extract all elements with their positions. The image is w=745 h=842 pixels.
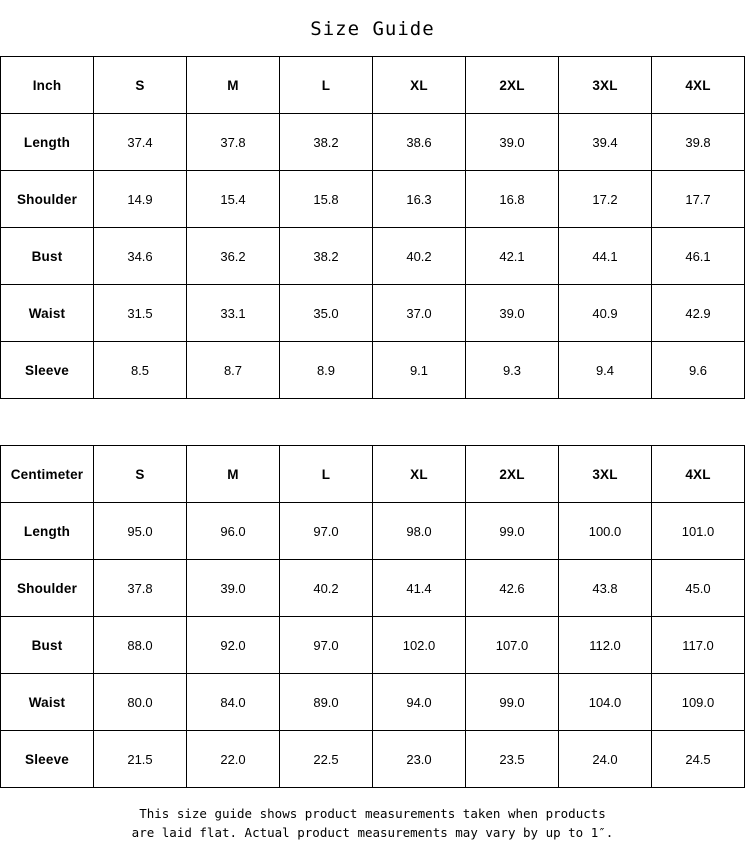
table-row [1, 617, 745, 674]
column-header-2xl: 2XL [466, 446, 559, 503]
table-row [1, 503, 745, 560]
cell-value: 84.0 [187, 674, 280, 731]
cell-value: 37.8 [187, 114, 280, 171]
cell-value: 35.0 [280, 285, 373, 342]
cell-value: 95.0 [94, 503, 187, 560]
cell-value: 92.0 [187, 617, 280, 674]
cell-value: 100.0 [559, 503, 652, 560]
page-title: Size Guide [310, 18, 435, 40]
cell-value: 40.2 [280, 560, 373, 617]
cell-value: 38.2 [280, 228, 373, 285]
cell-value: 112.0 [559, 617, 652, 674]
cell-value: 16.3 [373, 171, 466, 228]
size-guide-footnote [0, 788, 745, 842]
cell-value: 98.0 [373, 503, 466, 560]
cell-value: 15.4 [187, 171, 280, 228]
table-row [1, 228, 745, 285]
cell-value: 24.5 [652, 731, 745, 788]
cell-value: 43.8 [559, 560, 652, 617]
table-row [1, 731, 745, 788]
cell-value: 9.1 [373, 342, 466, 399]
column-header-l: L [280, 446, 373, 503]
cell-value: 107.0 [466, 617, 559, 674]
table-row [1, 342, 745, 399]
cell-value: 23.0 [373, 731, 466, 788]
cell-value: 33.1 [187, 285, 280, 342]
cell-value: 99.0 [466, 503, 559, 560]
cell-value: 38.2 [280, 114, 373, 171]
cell-value: 42.1 [466, 228, 559, 285]
cell-value: 15.8 [280, 171, 373, 228]
cell-value: 109.0 [652, 674, 745, 731]
cell-value: 39.8 [652, 114, 745, 171]
row-label-length: Length [1, 503, 94, 560]
size-table-centimeter [0, 445, 745, 788]
cell-value: 40.9 [559, 285, 652, 342]
cell-value: 46.1 [652, 228, 745, 285]
cell-value: 40.2 [373, 228, 466, 285]
cell-value: 16.8 [466, 171, 559, 228]
cell-value: 37.8 [94, 560, 187, 617]
table-header-row [1, 57, 745, 114]
cell-value: 101.0 [652, 503, 745, 560]
column-header-s: S [94, 57, 187, 114]
cell-value: 9.3 [466, 342, 559, 399]
cell-value: 17.2 [559, 171, 652, 228]
cell-value: 80.0 [94, 674, 187, 731]
row-label-sleeve: Sleeve [1, 731, 94, 788]
cell-value: 42.9 [652, 285, 745, 342]
row-label-waist: Waist [1, 285, 94, 342]
cell-value: 42.6 [466, 560, 559, 617]
cell-value: 22.0 [187, 731, 280, 788]
cell-value: 21.5 [94, 731, 187, 788]
cell-value: 117.0 [652, 617, 745, 674]
table-row [1, 171, 745, 228]
cell-value: 36.2 [187, 228, 280, 285]
cell-value: 39.0 [466, 285, 559, 342]
cell-value: 8.9 [280, 342, 373, 399]
cell-value: 38.6 [373, 114, 466, 171]
column-header-l: L [280, 57, 373, 114]
cell-value: 39.0 [187, 560, 280, 617]
cell-value: 14.9 [94, 171, 187, 228]
size-table-inch [0, 56, 745, 399]
cell-value: 22.5 [280, 731, 373, 788]
column-header-m: M [187, 57, 280, 114]
table-row [1, 674, 745, 731]
cell-value: 96.0 [187, 503, 280, 560]
cell-value: 45.0 [652, 560, 745, 617]
row-label-sleeve: Sleeve [1, 342, 94, 399]
cell-value: 8.7 [187, 342, 280, 399]
cell-value: 41.4 [373, 560, 466, 617]
column-header-4xl: 4XL [652, 446, 745, 503]
cell-value: 8.5 [94, 342, 187, 399]
row-label-bust: Bust [1, 617, 94, 674]
cell-value: 37.4 [94, 114, 187, 171]
table-row [1, 285, 745, 342]
footnote-line-1: This size guide shows product measurements taken when products [139, 806, 606, 821]
cell-value: 9.6 [652, 342, 745, 399]
cell-value: 97.0 [280, 503, 373, 560]
cell-value: 23.5 [466, 731, 559, 788]
row-label-shoulder: Shoulder [1, 171, 94, 228]
cell-value: 44.1 [559, 228, 652, 285]
cell-value: 104.0 [559, 674, 652, 731]
column-header-xl: XL [373, 446, 466, 503]
row-label-length: Length [1, 114, 94, 171]
cell-value: 97.0 [280, 617, 373, 674]
table-row [1, 560, 745, 617]
row-label-bust: Bust [1, 228, 94, 285]
table-separator [0, 399, 745, 445]
column-header-3xl: 3XL [559, 446, 652, 503]
row-label-waist: Waist [1, 674, 94, 731]
table-row [1, 114, 745, 171]
row-label-shoulder: Shoulder [1, 560, 94, 617]
unit-label-centimeter: Centimeter [1, 446, 94, 503]
table-header-row [1, 446, 745, 503]
column-header-xl: XL [373, 57, 466, 114]
column-header-s: S [94, 446, 187, 503]
cell-value: 89.0 [280, 674, 373, 731]
cell-value: 37.0 [373, 285, 466, 342]
cell-value: 34.6 [94, 228, 187, 285]
cell-value: 39.4 [559, 114, 652, 171]
unit-label-inch: Inch [1, 57, 94, 114]
cell-value: 9.4 [559, 342, 652, 399]
cell-value: 94.0 [373, 674, 466, 731]
column-header-3xl: 3XL [559, 57, 652, 114]
column-header-2xl: 2XL [466, 57, 559, 114]
column-header-m: M [187, 446, 280, 503]
footnote-line-2: are laid flat. Actual product measurements may vary by up to 1″. [131, 825, 614, 840]
cell-value: 31.5 [94, 285, 187, 342]
cell-value: 17.7 [652, 171, 745, 228]
cell-value: 99.0 [466, 674, 559, 731]
column-header-4xl: 4XL [652, 57, 745, 114]
cell-value: 39.0 [466, 114, 559, 171]
cell-value: 88.0 [94, 617, 187, 674]
cell-value: 24.0 [559, 731, 652, 788]
cell-value: 102.0 [373, 617, 466, 674]
